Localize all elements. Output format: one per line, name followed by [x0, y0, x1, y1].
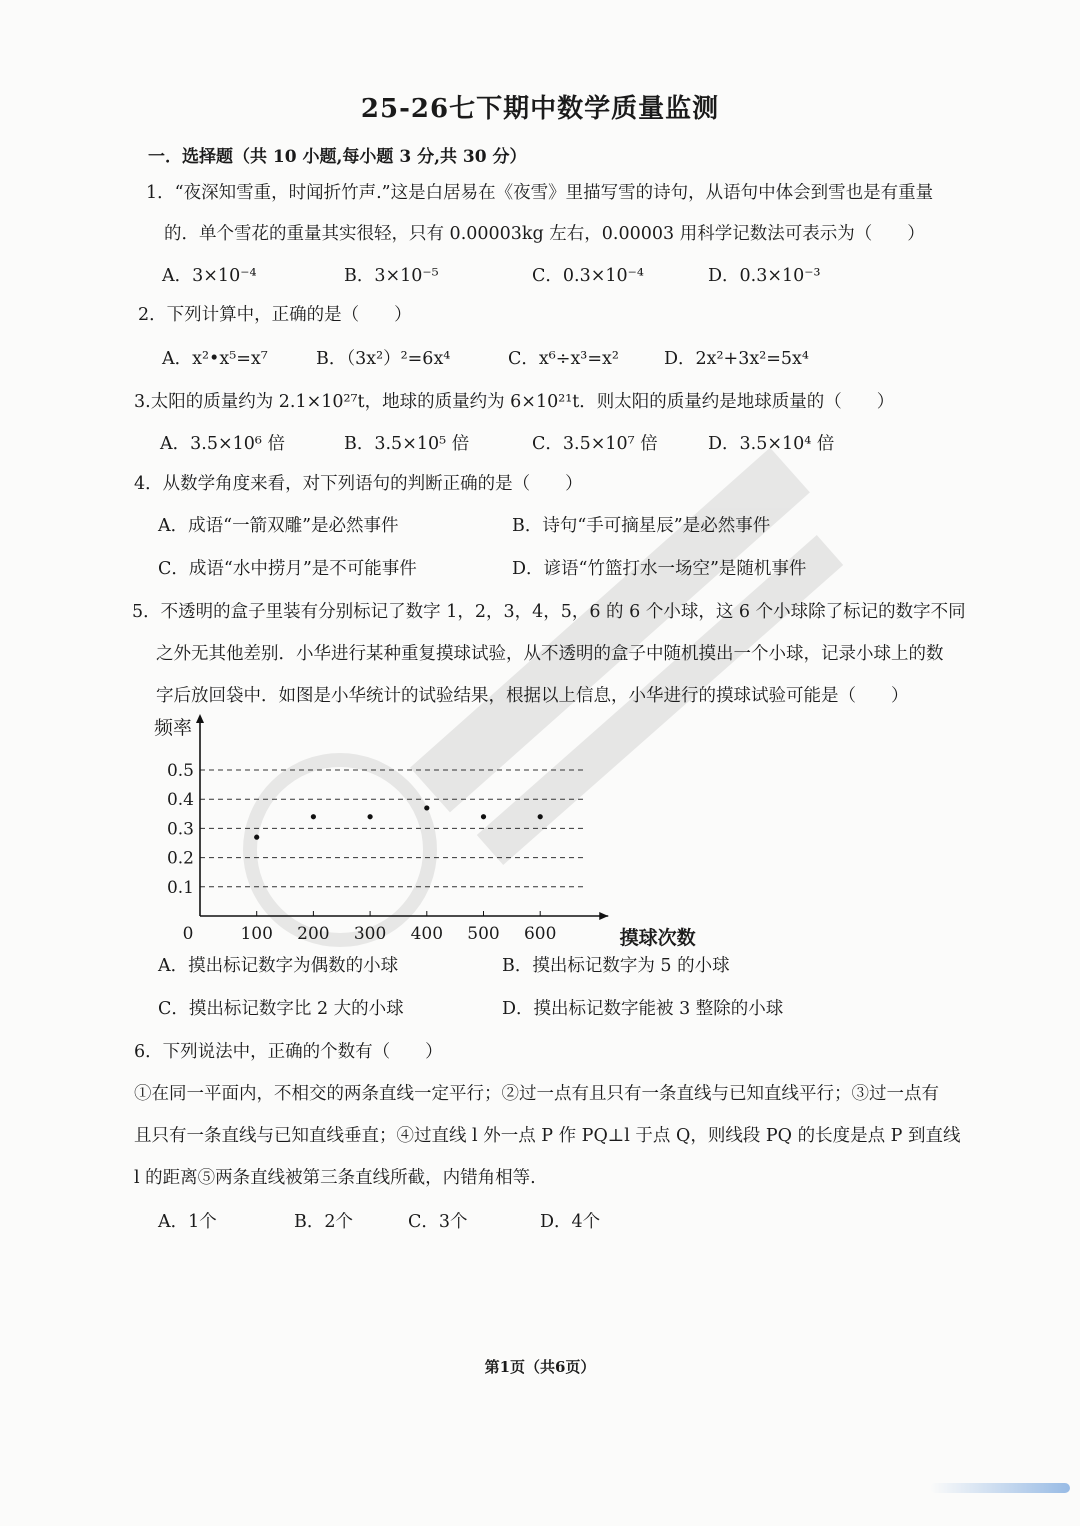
q3-option-d: D．3.5×10⁴ 倍 — [708, 434, 835, 454]
x-tick-label: 200 — [297, 924, 330, 944]
y-tick-label: 0.1 — [166, 877, 194, 898]
q1-line-2: 的．单个雪花的重量其实很轻，只有 0.00003kg 左右，0.00003 用科学记数法可表示为（ ） — [164, 224, 925, 244]
q1-option-a: A．3×10⁻⁴ — [162, 266, 257, 286]
q6-option-c: C．3个 — [408, 1212, 468, 1232]
x-tick-label: 600 — [523, 924, 557, 944]
x-axis-arrow — [599, 912, 608, 920]
q6-stem: 6．下列说法中，正确的个数有（ ） — [134, 1042, 443, 1062]
q3-option-c: C．3.5×10⁷ 倍 — [532, 434, 658, 454]
scan-smudge — [930, 1483, 1070, 1493]
q1-option-c: C．0.3×10⁻⁴ — [532, 266, 644, 286]
q1-option-b: B．3×10⁻⁵ — [344, 266, 439, 286]
x-tick-label: 300 — [353, 924, 387, 944]
exam-title: 25-26七下期中数学质量监测 — [360, 94, 720, 124]
q5-option-a: A．摸出标记数字为偶数的小球 — [158, 956, 399, 976]
q3-option-b: B．3.5×10⁵ 倍 — [344, 434, 470, 454]
q4-stem: 4．从数学角度来看，对下列语句的判断正确的是（ ） — [134, 474, 583, 494]
q4-option-a: A．成语“一箭双雕”是必然事件 — [158, 516, 399, 536]
x-tick-label: 500 — [467, 924, 500, 944]
data-point — [481, 814, 486, 819]
q3-stem: 3.太阳的质量约为 2.1×10²⁷t，地球的质量约为 6×10²¹t．则太阳的质量约是地球质量的（ ） — [134, 392, 895, 412]
origin-label: 0 — [182, 924, 194, 944]
y-axis-title: 频率 — [154, 717, 193, 739]
data-point — [254, 835, 259, 840]
q5-option-b: B．摸出标记数字为 5 的小球 — [502, 956, 730, 976]
q5-line-2: 之外无其他差别．小华进行某种重复摸球试验，从不透明的盒子中随机摸出一个小球，记录小球上的数 — [156, 644, 944, 664]
q2-option-c: C．x⁶÷x³=x² — [508, 349, 619, 369]
q1-line-1: 1．“夜深知雪重，时闻折竹声.”这是白居易在《夜雪》里描写雪的诗句，从语句中体会到雪也是有重量 — [146, 183, 934, 203]
data-point — [311, 814, 316, 819]
section-heading: 一．选择题（共 10 小题,每小题 3 分,共 30 分） — [148, 147, 527, 167]
q6-option-d: D．4个 — [540, 1212, 601, 1232]
x-tick-label: 100 — [240, 924, 273, 944]
y-tick-label: 0.5 — [166, 761, 194, 781]
q5-option-c: C．摸出标记数字比 2 大的小球 — [158, 999, 404, 1019]
q5-option-d: D．摸出标记数字能被 3 整除的小球 — [502, 999, 784, 1019]
x-axis-title: 摸球次数 — [619, 927, 696, 949]
q6-line-2: 且只有一条直线与已知直线垂直；④过直线 l 外一点 P 作 PQ⊥l 于点 Q，则线段 PQ 的长度是点 P 到直线 — [134, 1126, 961, 1146]
q5-line-3: 字后放回袋中．如图是小华统计的试验结果，根据以上信息，小华进行的摸球试验可能是（ ） — [156, 686, 909, 706]
q1-option-d: D．0.3×10⁻³ — [708, 266, 821, 286]
q2-option-d: D．2x²+3x²=5x⁴ — [664, 349, 809, 369]
q4-option-c: C．成语“水中捞月”是不可能事件 — [158, 559, 417, 579]
y-tick-label: 0.3 — [166, 819, 194, 840]
y-axis-arrow — [196, 714, 204, 723]
q6-option-a: A．1个 — [158, 1212, 217, 1232]
q6-line-1: ①在同一平面内，不相交的两条直线一定平行；②过一点有且只有一条直线与已知直线平行；③过一点有 — [134, 1084, 939, 1104]
q6-line-3: l 的距离⑤两条直线被第三条直线所截，内错角相等. — [134, 1168, 536, 1188]
page-footer: 第1页（共6页） — [484, 1358, 596, 1376]
data-point — [424, 805, 429, 810]
y-tick-label: 0.4 — [166, 790, 194, 811]
q2-stem: 2．下列计算中，正确的是（ ） — [138, 305, 412, 325]
q2-option-b: B．（3x²）²=6x⁴ — [316, 349, 451, 369]
q5-line-1: 5．不透明的盒子里装有分别标记了数字 1，2，3，4，5，6 的 6 个小球，这 6 个小球除了标记的数字不同 — [132, 602, 966, 622]
q4-option-d: D．谚语“竹篮打水一场空”是随机事件 — [512, 559, 807, 579]
data-point — [538, 814, 543, 819]
data-point — [368, 814, 373, 819]
q4-option-b: B．诗句“手可摘星辰”是必然事件 — [512, 516, 771, 536]
x-tick-label: 400 — [410, 924, 444, 944]
q6-option-b: B．2个 — [294, 1212, 353, 1232]
q2-option-a: A．x²•x⁵=x⁷ — [162, 349, 268, 369]
frequency-chart — [150, 712, 696, 952]
y-tick-label: 0.2 — [166, 848, 194, 869]
q3-option-a: A．3.5×10⁶ 倍 — [160, 434, 285, 454]
